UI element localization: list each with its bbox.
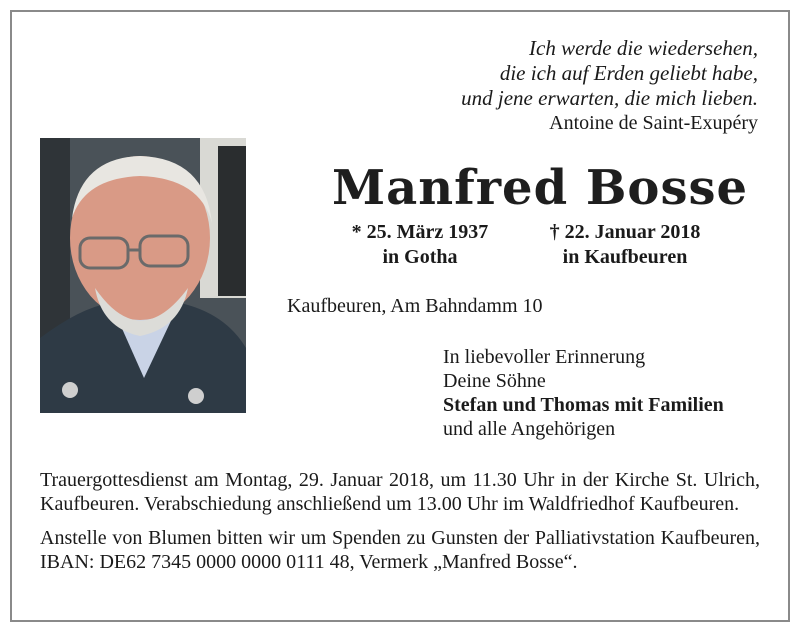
quote-line: und jene erwarten, die mich lieben. [461,86,758,110]
family-block [443,345,724,441]
quote-line: Ich werde die wiedersehen, [529,36,758,60]
death-date: † 22. Januar 2018 [549,221,701,243]
family-line: Deine Söhne [443,370,546,392]
birth-date: * 25. März 1937 [351,221,489,243]
quote-line: die ich auf Erden geliebt habe, [499,61,758,85]
quote-author: Antoine de Saint-Exupéry [549,112,758,134]
deceased-name: Manfred Bosse [331,160,749,216]
birth-info [330,220,510,270]
address: Kaufbeuren, Am Bahndamm 10 [287,295,543,317]
donation-paragraph: Anstelle von Blumen bitten wir um Spenden zu Gunsten der Palliativstation Kaufbeuren, IBAN: DE62 7345 0000 0000 0111 48, Vermerk „Manfred Bosse“. [40,527,760,573]
birth-place: in Gotha [382,246,458,268]
death-place: in Kaufbeuren [562,246,688,268]
family-line: In liebevoller Erinnerung [443,346,646,368]
portrait-illustration [40,138,246,413]
family-names: Stefan und Thomas mit Familien [443,394,724,416]
death-info [525,220,725,270]
portrait-photo [40,138,246,413]
service-paragraph: Trauergottesdienst am Montag, 29. Januar 2018, um 11.30 Uhr in der Kirche St. Ulrich, Kaufbeuren. Verabschiedung anschließend um 13.00 Uhr im Waldfriedhof Kaufbeuren. [40,469,760,515]
service-info [40,468,760,584]
family-line: und alle Angehörigen [443,418,616,440]
quote-block [461,36,758,136]
